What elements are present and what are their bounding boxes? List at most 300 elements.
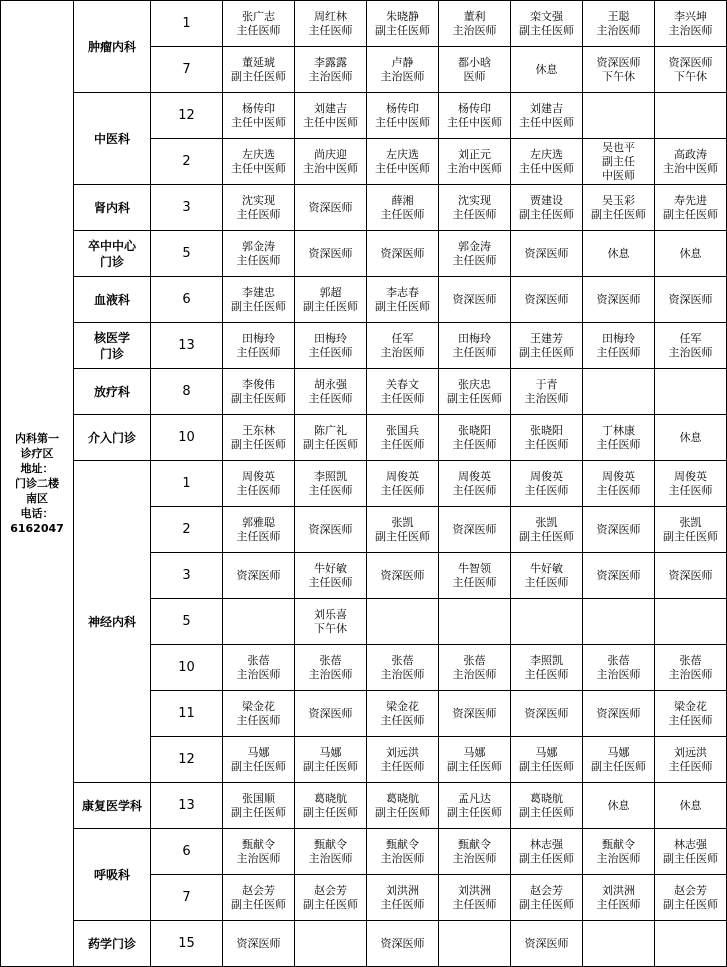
department-name	[74, 369, 151, 415]
doctor-name: 周俊英	[242, 469, 275, 483]
doctor-cell	[439, 553, 511, 599]
doctor-name: 甄献令	[386, 837, 419, 851]
doctor-name: 资深医师	[524, 246, 569, 260]
doctor-cell	[583, 553, 655, 599]
doctor-cell	[295, 783, 367, 829]
doctor-cell	[511, 47, 583, 93]
doctor-cell	[367, 369, 439, 415]
doctor-name: 资深医师	[524, 936, 569, 950]
doctor-cell	[511, 139, 583, 185]
doctor-title: 副主任医师	[519, 759, 574, 773]
doctor-name: 资深医师	[596, 706, 641, 720]
doctor-cell	[223, 691, 295, 737]
doctor-name: 周俊英	[386, 469, 419, 483]
doctor-name: 寿先进	[674, 193, 707, 207]
doctor-title: 主任医师	[668, 713, 713, 727]
doctor-cell	[655, 737, 727, 783]
doctor-name: 资深医师	[308, 706, 353, 720]
schedule-body	[1, 1, 727, 967]
department-name-text: 肿瘤内科	[87, 39, 136, 54]
doctor-cell	[511, 645, 583, 691]
doctor-cell	[583, 277, 655, 323]
doctor-title: 副主任医师	[231, 391, 286, 405]
doctor-title: 主任医师	[380, 207, 425, 221]
doctor-name: 甄献令	[314, 837, 347, 851]
doctor-name: 资深医师	[596, 55, 641, 69]
doctor-name: 休息	[679, 246, 702, 260]
doctor-title: 主治医师	[308, 667, 353, 681]
department-name-text: 神经内科	[87, 614, 136, 629]
table-row	[1, 829, 727, 875]
doctor-name: 周俊英	[458, 469, 491, 483]
doctor-cell	[511, 507, 583, 553]
doctor-cell	[295, 47, 367, 93]
doctor-name: 都小晗	[458, 55, 491, 69]
doctor-cell	[367, 47, 439, 93]
room-number: 5	[151, 599, 223, 645]
area-name: 诊疗区	[20, 447, 54, 460]
doctor-name: 田梅玲	[458, 331, 491, 345]
doctor-name: 资深医师	[308, 522, 353, 536]
doctor-cell	[583, 461, 655, 507]
doctor-name: 休息	[607, 798, 630, 812]
doctor-cell	[439, 599, 511, 645]
doctor-title: 主治医师	[668, 667, 713, 681]
department-name	[74, 921, 151, 967]
doctor-cell	[223, 921, 295, 967]
doctor-title: 主任医师	[596, 483, 641, 497]
doctor-title: 主任医师	[308, 391, 353, 405]
table-row	[1, 461, 727, 507]
doctor-cell	[583, 139, 655, 185]
doctor-title: 主任医师	[236, 529, 281, 543]
doctor-name: 张蓓	[247, 653, 270, 667]
doctor-title: 主任医师	[524, 575, 569, 589]
doctor-name: 刘远洪	[386, 745, 419, 759]
doctor-name: 田梅玲	[602, 331, 635, 345]
doctor-cell	[511, 415, 583, 461]
doctor-name: 资深医师	[380, 936, 425, 950]
doctor-title: 主任中医师	[519, 115, 574, 129]
doctor-title: 副主任医师	[231, 897, 286, 911]
doctor-cell	[655, 185, 727, 231]
doctor-cell	[583, 737, 655, 783]
doctor-name: 田梅玲	[242, 331, 275, 345]
doctor-cell	[223, 737, 295, 783]
doctor-title: 主任医师	[452, 575, 497, 589]
doctor-title: 主治医师	[524, 391, 569, 405]
doctor-cell	[223, 1, 295, 47]
table-row	[1, 93, 727, 139]
doctor-cell	[439, 875, 511, 921]
doctor-title: 主任医师	[236, 345, 281, 359]
doctor-name: 郭超	[319, 285, 342, 299]
phone-number: 6162047	[10, 522, 64, 535]
doctor-title: 主任医师	[596, 437, 641, 451]
doctor-cell	[367, 415, 439, 461]
doctor-title: 主任医师	[452, 253, 497, 267]
doctor-name: 张蓓	[607, 653, 630, 667]
doctor-name: 刘建吉	[530, 101, 563, 115]
doctor-title: 副主任医师	[591, 759, 646, 773]
room-number: 6	[151, 829, 223, 875]
doctor-name: 资深医师	[524, 292, 569, 306]
department-name	[74, 415, 151, 461]
doctor-cell	[511, 921, 583, 967]
area-name: 内科第一	[15, 432, 59, 445]
doctor-title: 副主任医师	[303, 805, 358, 819]
doctor-title: 主治中医师	[447, 161, 502, 175]
doctor-name: 李照凯	[314, 469, 347, 483]
doctor-name: 张蓓	[319, 653, 342, 667]
doctor-name: 郭雅聪	[242, 515, 275, 529]
doctor-cell	[223, 231, 295, 277]
room-number: 12	[151, 93, 223, 139]
doctor-cell	[439, 93, 511, 139]
doctor-name: 杨传印	[386, 101, 419, 115]
doctor-cell	[367, 507, 439, 553]
doctor-cell	[655, 277, 727, 323]
doctor-cell	[655, 47, 727, 93]
doctor-cell	[511, 231, 583, 277]
doctor-title: 主任医师	[596, 897, 641, 911]
doctor-cell	[583, 507, 655, 553]
doctor-cell	[367, 875, 439, 921]
doctor-name: 甄献令	[602, 837, 635, 851]
doctor-title: 主任中医师	[447, 115, 502, 129]
doctor-cell	[223, 507, 295, 553]
doctor-name: 休息	[535, 62, 558, 76]
doctor-cell	[583, 369, 655, 415]
doctor-cell	[295, 1, 367, 47]
doctor-title: 主治医师	[380, 851, 425, 865]
doctor-name: 周俊英	[530, 469, 563, 483]
doctor-name: 刘乐喜	[314, 607, 347, 621]
doctor-cell	[367, 783, 439, 829]
doctor-name: 吴也平	[602, 140, 635, 154]
doctor-cell	[655, 139, 727, 185]
department-name-text: 呼吸科	[93, 867, 130, 882]
doctor-cell	[655, 599, 727, 645]
doctor-name: 周俊英	[674, 469, 707, 483]
doctor-cell	[583, 599, 655, 645]
address-value: 门诊二楼	[15, 477, 59, 490]
doctor-name: 张凯	[535, 515, 558, 529]
doctor-name: 张广志	[242, 9, 275, 23]
doctor-cell	[367, 277, 439, 323]
doctor-name: 左庆选	[530, 147, 563, 161]
doctor-name: 沈实现	[242, 193, 275, 207]
doctor-cell	[655, 645, 727, 691]
doctor-cell	[439, 369, 511, 415]
doctor-title: 主治医师	[668, 345, 713, 359]
doctor-cell	[367, 553, 439, 599]
doctor-cell	[655, 231, 727, 277]
doctor-cell	[583, 415, 655, 461]
doctor-title: 主治医师	[668, 23, 713, 37]
doctor-title: 主治医师	[452, 667, 497, 681]
doctor-title: 副主任医师	[519, 529, 574, 543]
doctor-title: 副主任医师	[303, 897, 358, 911]
doctor-title: 主治医师	[452, 23, 497, 37]
department-name-text: 药学门诊	[87, 936, 136, 951]
doctor-cell	[367, 185, 439, 231]
doctor-cell	[439, 829, 511, 875]
doctor-cell	[367, 645, 439, 691]
room-number: 13	[151, 783, 223, 829]
doctor-name: 于青	[535, 377, 558, 391]
doctor-title: 副主任医师	[447, 759, 502, 773]
doctor-cell	[655, 829, 727, 875]
doctor-title: 副主任医师	[591, 207, 646, 221]
doctor-title: 副主任医师	[519, 897, 574, 911]
doctor-cell	[295, 645, 367, 691]
doctor-name: 李俊伟	[242, 377, 275, 391]
doctor-cell	[439, 185, 511, 231]
doctor-title: 主任中医师	[231, 115, 286, 129]
doctor-cell	[295, 461, 367, 507]
doctor-title: 主任医师	[308, 345, 353, 359]
room-number: 10	[151, 415, 223, 461]
doctor-cell	[223, 553, 295, 599]
doctor-cell	[511, 185, 583, 231]
doctor-name: 丁林康	[602, 423, 635, 437]
doctor-cell	[223, 139, 295, 185]
doctor-title: 主治医师	[380, 345, 425, 359]
doctor-cell	[655, 323, 727, 369]
doctor-cell	[511, 553, 583, 599]
doctor-title: 主治中医师	[663, 161, 718, 175]
doctor-name: 刘建吉	[314, 101, 347, 115]
doctor-name: 马娜	[535, 745, 558, 759]
table-row	[1, 277, 727, 323]
doctor-name: 张晓阳	[530, 423, 563, 437]
doctor-name: 薛湘	[391, 193, 414, 207]
doctor-title: 主任医师	[308, 483, 353, 497]
doctor-cell	[223, 783, 295, 829]
doctor-name: 左庆选	[386, 147, 419, 161]
doctor-title: 主任医师	[668, 483, 713, 497]
doctor-cell	[583, 691, 655, 737]
doctor-title: 副主任医师	[231, 69, 286, 83]
table-row	[1, 185, 727, 231]
doctor-title: 主任医师	[380, 897, 425, 911]
doctor-cell	[583, 1, 655, 47]
room-number: 3	[151, 185, 223, 231]
doctor-title: 主任医师	[236, 253, 281, 267]
doctor-title: 副主任医师	[303, 299, 358, 313]
doctor-name: 任军	[391, 331, 414, 345]
doctor-cell	[367, 691, 439, 737]
doctor-name: 郭金涛	[242, 239, 275, 253]
room-number: 10	[151, 645, 223, 691]
doctor-cell	[511, 93, 583, 139]
doctor-title: 副主任医师	[519, 345, 574, 359]
doctor-cell	[655, 1, 727, 47]
doctor-cell	[223, 415, 295, 461]
doctor-cell	[295, 369, 367, 415]
doctor-title: 副主任	[602, 154, 635, 168]
doctor-cell	[511, 323, 583, 369]
doctor-cell	[655, 553, 727, 599]
doctor-title: 主任中医师	[375, 115, 430, 129]
room-number: 7	[151, 47, 223, 93]
doctor-cell	[583, 185, 655, 231]
doctor-cell	[367, 829, 439, 875]
doctor-name: 张蓓	[679, 653, 702, 667]
doctor-cell	[439, 1, 511, 47]
doctor-cell	[439, 645, 511, 691]
doctor-cell	[655, 369, 727, 415]
doctor-name: 周红林	[314, 9, 347, 23]
doctor-cell	[511, 691, 583, 737]
doctor-name: 资深医师	[452, 706, 497, 720]
doctor-cell	[223, 829, 295, 875]
doctor-cell	[511, 599, 583, 645]
doctor-name: 休息	[679, 798, 702, 812]
doctor-name: 张凯	[679, 515, 702, 529]
doctor-title: 主治医师	[596, 23, 641, 37]
room-number: 1	[151, 461, 223, 507]
doctor-cell	[655, 921, 727, 967]
doctor-cell	[439, 783, 511, 829]
doctor-cell	[295, 553, 367, 599]
doctor-name: 资深医师	[668, 55, 713, 69]
doctor-title: 副主任医师	[519, 207, 574, 221]
doctor-name: 资深医师	[308, 246, 353, 260]
doctor-name: 张蓓	[463, 653, 486, 667]
doctor-title: 副主任医师	[375, 299, 430, 313]
doctor-name: 刘洪洲	[386, 883, 419, 897]
doctor-title: 主任医师	[236, 483, 281, 497]
doctor-name: 刘正元	[458, 147, 491, 161]
doctor-cell	[511, 1, 583, 47]
department-name	[74, 1, 151, 93]
doctor-name: 梁金花	[242, 699, 275, 713]
doctor-name: 林志强	[674, 837, 707, 851]
doctor-title: 主任中医师	[303, 115, 358, 129]
doctor-name: 梁金花	[674, 699, 707, 713]
doctor-cell	[655, 783, 727, 829]
doctor-cell	[583, 47, 655, 93]
doctor-cell	[655, 691, 727, 737]
doctor-name: 周俊英	[602, 469, 635, 483]
doctor-cell	[583, 875, 655, 921]
doctor-name: 杨传印	[458, 101, 491, 115]
doctor-title: 副主任医师	[231, 299, 286, 313]
doctor-cell	[295, 875, 367, 921]
doctor-cell	[439, 415, 511, 461]
doctor-name: 田梅玲	[314, 331, 347, 345]
table-row	[1, 1, 727, 47]
room-number: 5	[151, 231, 223, 277]
doctor-cell	[583, 829, 655, 875]
doctor-cell	[511, 277, 583, 323]
doctor-title: 主任医师	[524, 667, 569, 681]
doctor-name: 吴玉彩	[602, 193, 635, 207]
doctor-title: 主治医师	[236, 667, 281, 681]
doctor-title: 副主任医师	[519, 805, 574, 819]
room-number: 15	[151, 921, 223, 967]
doctor-cell	[583, 645, 655, 691]
doctor-name: 资深医师	[380, 568, 425, 582]
doctor-cell	[655, 415, 727, 461]
doctor-title: 中医师	[602, 168, 635, 182]
doctor-title: 主任医师	[380, 713, 425, 727]
doctor-title: 副主任医师	[231, 437, 286, 451]
doctor-cell	[439, 323, 511, 369]
department-name-text: 中医科	[93, 131, 130, 146]
doctor-cell	[439, 231, 511, 277]
doctor-title: 副主任医师	[375, 23, 430, 37]
doctor-cell	[295, 599, 367, 645]
department-name	[74, 231, 151, 277]
doctor-name: 资深医师	[452, 292, 497, 306]
department-name-text: 放疗科	[93, 384, 130, 399]
doctor-cell	[511, 461, 583, 507]
doctor-name: 资深医师	[380, 246, 425, 260]
doctor-name: 张庆忠	[458, 377, 491, 391]
doctor-name: 张国顺	[242, 791, 275, 805]
doctor-name: 资深医师	[308, 200, 353, 214]
doctor-cell	[223, 645, 295, 691]
doctor-cell	[511, 783, 583, 829]
doctor-name: 李露露	[314, 55, 347, 69]
doctor-title: 主任医师	[236, 23, 281, 37]
doctor-name: 张晓阳	[458, 423, 491, 437]
doctor-cell	[295, 231, 367, 277]
doctor-cell	[583, 783, 655, 829]
room-number: 6	[151, 277, 223, 323]
doctor-name: 葛晓航	[530, 791, 563, 805]
doctor-name: 张国兵	[386, 423, 419, 437]
doctor-name: 张蓓	[391, 653, 414, 667]
doctor-cell	[295, 277, 367, 323]
doctor-cell	[439, 691, 511, 737]
room-number: 3	[151, 553, 223, 599]
doctor-cell	[511, 875, 583, 921]
doctor-cell	[583, 921, 655, 967]
room-number: 11	[151, 691, 223, 737]
doctor-name: 赵会芳	[314, 883, 347, 897]
table-row	[1, 231, 727, 277]
doctor-name: 孟凡达	[458, 791, 491, 805]
doctor-cell	[295, 415, 367, 461]
room-number: 7	[151, 875, 223, 921]
address-label: 地址：	[20, 462, 54, 475]
doctor-name: 马娜	[247, 745, 270, 759]
department-name-line: 核医学	[93, 330, 130, 345]
doctor-title: 主任医师	[452, 437, 497, 451]
department-name	[74, 185, 151, 231]
doctor-cell	[223, 461, 295, 507]
doctor-name: 赵会芳	[530, 883, 563, 897]
room-number: 2	[151, 139, 223, 185]
doctor-cell	[223, 369, 295, 415]
doctor-title: 主任医师	[380, 437, 425, 451]
doctor-name: 刘洪洲	[602, 883, 635, 897]
doctor-cell	[295, 139, 367, 185]
doctor-title: 主任医师	[308, 575, 353, 589]
department-name-line: 门诊	[99, 346, 124, 361]
doctor-cell	[367, 1, 439, 47]
table-row	[1, 369, 727, 415]
doctor-name: 资深医师	[596, 568, 641, 582]
department-name-text: 介入门诊	[87, 430, 136, 445]
phone-label: 电话：	[20, 507, 54, 520]
doctor-name: 尚庆迎	[314, 147, 347, 161]
department-name	[74, 783, 151, 829]
